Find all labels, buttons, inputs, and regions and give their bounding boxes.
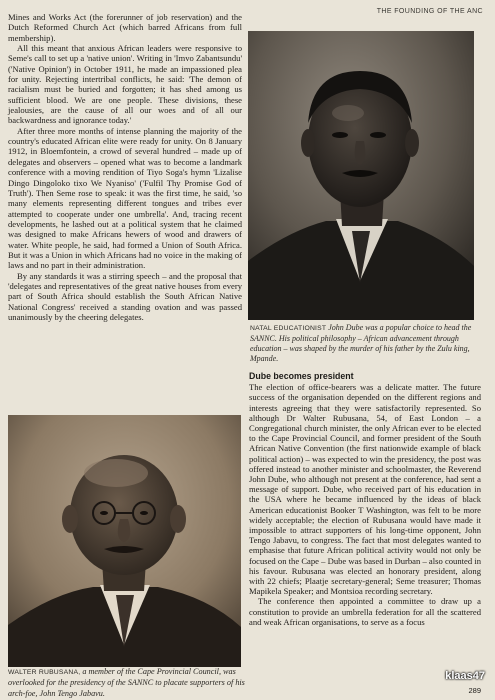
left-paragraph: All this meant that anxious African leaders were responsive to Seme's call to set up a 'native union'. Writing in 'Imvo Zabantsundu' ('Native Opinion') in October 1911, he made an impassioned plea for unity. Rejecting intertribal conflicts, he said: 'The demon of racialism must be buried and forgotten; it has shed among us sufficient blood. We are one people. These divisions, these jealousies, are the cause of all our woes and of all our backwardness and ignorance today.': [8, 43, 242, 126]
caption-name: NATAL EDUCATIONIST: [250, 325, 327, 332]
caption-text: John Dube was a popular choice to head the SANNC. His political philosophy – African advancement through education – was shaped by the murder of his father by the Zulu king, Mpande.: [250, 323, 472, 363]
watermark-text: klaas47: [445, 670, 485, 682]
right-text-column: [249, 371, 481, 627]
walter-rubusana-caption: [8, 667, 246, 699]
walter-rubusana-portrait-photo: [8, 415, 241, 667]
john-dube-portrait-photo: [248, 31, 474, 320]
left-paragraph: Mines and Works Act (the forerunner of job reservation) and the Dutch Reformed Church Act (which barred Africans from full membership).: [8, 12, 242, 43]
running-head: THE FOUNDING OF THE ANC: [376, 8, 483, 15]
left-paragraph: After three more months of intense planning the majority of the country's educated African elite were ready for unity. On 8 January 1912, in Bloemfontein, a crowd of several hundred – made up of delegates and observers – opened what was to become a landmark conference with a moving rendition of Tiyo Soga's hymn 'Lizalise Dingo Dingoloko tixo We Nyaniso' ('Fulfil Thy Promise God of Truth'). Then Seme rose to speak: it was the first time, he said, 'so many elements representing different tongues and tribes ever attempted to cooperate under one umbrella'. And, tracing recent developments, he lashed out at a political system that he claimed was designed to make Africans hewers of wood and drawers of water. White people, he said, had formed a Union of South Africa. But it was a Union in which Africans had no voice in the making of laws and no part in their administration.: [8, 125, 242, 271]
right-paragraph: The election of office-bearers was a delicate matter. The future success of the organisation depended on the different regions and interests agreeing that they were satisfactorily represented. So although Dr Walter Rubusana, 54, of East London – a Congregational church minister, the only African ever to be elected to the Cape Provincial Council, and former president of the South African Native Convention (the first nationwide example of black political action) – was expected to win the presidency, the post was offered instead to another minister and schoolmaster, the Reverend John Dube, who although not present at the conference, had sent a message of support. Dube, who received part of his education in the USA where he became influenced by the ideas of black American educationist Booker T Washington, was felt to be more widely acceptable; the election of Rubusana would have made it impossible to attract supporters of his long-time opponent, John Tengo Jabavu, to congress. The fact that most delegates wanted to emphasise that future African political activity would not only be focused on the Cape – Dube was based in Durban – also counted in his favour. Rubusana was elected an honorary president, along with 22 chiefs; Plaatje secretary-general; Seme treasurer; Thomas Mapikela Speaker; and Montsioa recording secretary.: [249, 382, 481, 597]
left-paragraph: By any standards it was a stirring speech – and the proposal that 'delegates and representatives of the great native houses from every part of South Africa should establish the South African Native National Congress' received a standing ovation and was passed unanimously by the cheering delegates.: [8, 270, 242, 322]
right-paragraph: The conference then appointed a committee to draw up a constitution to provide an umbrella federation for all the scattered and weak African organisations, to serve as a focus: [249, 596, 481, 627]
section-heading: Dube becomes president: [249, 371, 354, 381]
caption-name: WALTER RUBUSANA,: [8, 669, 81, 676]
page-number: 289: [468, 686, 481, 695]
left-text-column: [8, 12, 242, 322]
john-dube-caption: [250, 323, 476, 364]
caption-text: a member of the Cape Provincial Council, was overlooked for the presidency of the SANNC to placate supporters of his arch-foe, John Tengo Jabavu.: [8, 667, 245, 698]
